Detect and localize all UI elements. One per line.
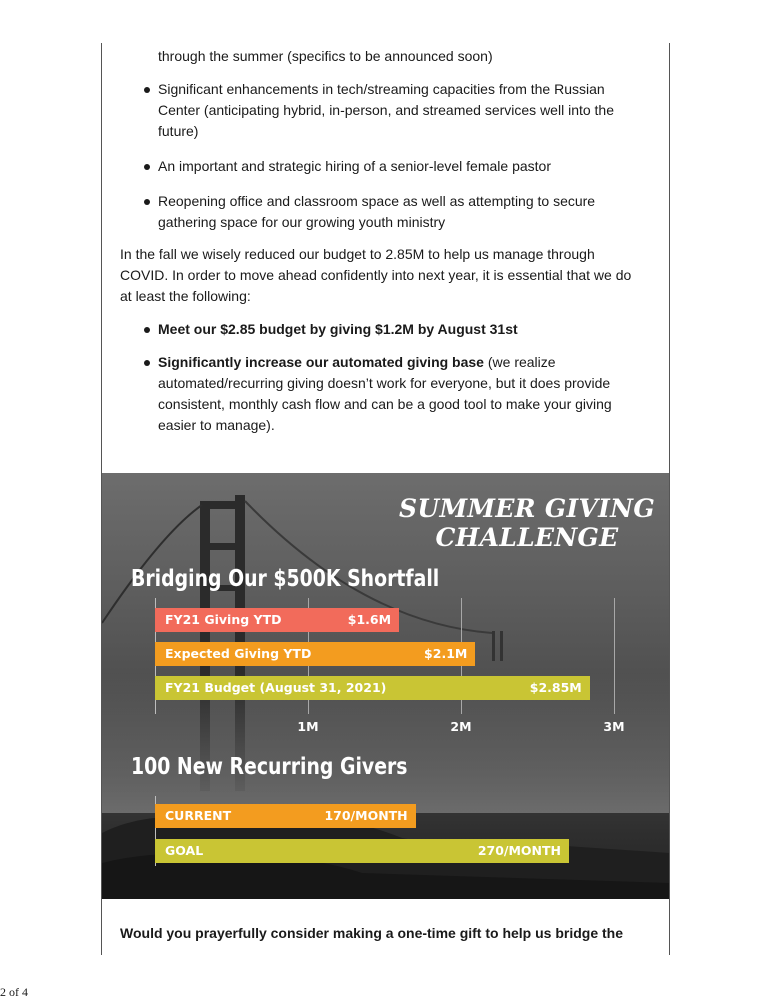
chart1-gridline	[614, 598, 615, 714]
banner-title-line1: SUMMER GIVING	[399, 494, 655, 523]
chart1-bar-value: $2.85M	[529, 680, 582, 695]
summer-giving-banner	[102, 473, 669, 899]
list-item	[120, 156, 650, 177]
goal-bold-text: Meet our $2.85 budget by giving $1.2M by August 31st	[158, 321, 518, 337]
list-item-text: through the summer (specifics to be announced soon)	[158, 48, 493, 64]
list-item-continued	[120, 46, 650, 67]
chart1-bar	[155, 608, 399, 632]
goal-item	[120, 319, 650, 340]
chart2-bar-value: 170/MONTH	[324, 808, 408, 823]
chart1-tick-label: 3M	[603, 719, 625, 734]
list-item	[120, 79, 628, 142]
budget-paragraph: In the fall we wisely reduced our budget to 2.85M to help us manage through COVID. In order to move ahead confidently into next year, it is essential that we do at least the following:	[120, 246, 632, 304]
chart1-bar	[155, 642, 475, 666]
closing-question: Would you prayerfully consider making a one-time gift to help us bridge the	[120, 925, 624, 941]
page-border-right	[669, 43, 670, 955]
chart1-bar-label: Expected Giving YTD	[165, 646, 312, 661]
chart1-bar-value: $2.1M	[424, 646, 468, 661]
chart1-bar-label: FY21 Budget (August 31, 2021)	[165, 680, 387, 695]
list-item-text: Reopening office and classroom space as well as attempting to secure gathering space for our growing youth ministry	[158, 193, 596, 230]
goal-item	[120, 352, 638, 436]
chart1-bar-value: $1.6M	[347, 612, 392, 627]
chart1-bar-label: FY21 Giving YTD	[165, 612, 282, 627]
list-item-text: An important and strategic hiring of a senior-level female pastor	[158, 158, 551, 174]
email-body	[120, 46, 650, 436]
bullet-icon	[144, 360, 150, 366]
chart2-title: 100 New Recurring Givers	[131, 754, 408, 780]
banner-title-line2: CHALLENGE	[435, 523, 619, 552]
list-item	[120, 191, 618, 233]
bullet-icon	[144, 199, 150, 205]
bullet-icon	[144, 327, 150, 333]
chart2-bar-label: CURRENT	[165, 808, 232, 823]
chart2-bar-label: GOAL	[165, 843, 204, 858]
chart1-title: Bridging Our $500K Shortfall	[131, 566, 440, 592]
goal-text: (we realize automated/recurring giving doesn’t work for everyone, but it does provide consistent, monthly cash flow and can be a good tool to make your giving easier to manage).	[158, 354, 612, 433]
chart1-tick-label: 1M	[297, 719, 319, 734]
chart1-bar	[155, 676, 590, 700]
bullet-icon	[144, 164, 150, 170]
bullet-icon	[144, 87, 150, 93]
chart1-tick-label: 2M	[450, 719, 472, 734]
list-item-text: Significant enhancements in tech/streaming capacities from the Russian Center (anticipating hybrid, in-person, and streamed services well into the future)	[158, 81, 615, 139]
chart2-bar-value: 270/MONTH	[477, 843, 561, 858]
page-number: 2 of 4	[0, 985, 28, 999]
chart2-bar	[155, 839, 569, 863]
goal-bold-text: Significantly increase our automated giving base	[158, 354, 484, 370]
chart2-bar	[155, 804, 416, 828]
